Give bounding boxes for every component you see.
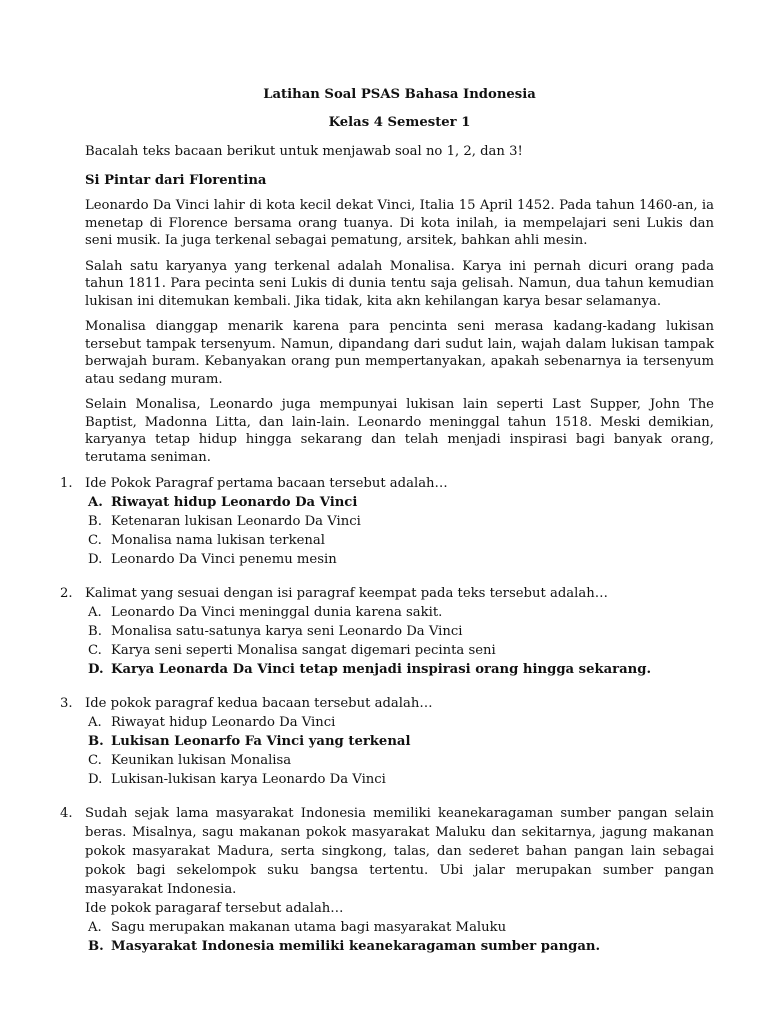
story-title: Si Pintar dari Florentina [85, 172, 267, 188]
option-b [85, 937, 714, 956]
option-list [85, 713, 714, 789]
option-text: Keunikan lukisan Monalisa [111, 753, 292, 768]
option-text: Karya Leonarda Da Vinci tetap menjadi inspirasi orang hingga sekarang. [111, 662, 652, 677]
option-letter: D. [88, 552, 103, 567]
option-letter: B. [88, 514, 102, 529]
question-3 [60, 694, 714, 789]
option-text: Lukisan Leonarfo Fa Vinci yang terkenal [111, 734, 411, 749]
option-letter: A. [88, 715, 102, 730]
question-text: Ide Pokok Paragraf pertama bacaan tersebut adalah… [85, 476, 448, 491]
question-number: 2. [60, 586, 73, 601]
option-list [85, 918, 714, 956]
question-1 [60, 474, 714, 569]
question-4 [60, 804, 714, 956]
story-paragraph-4: Selain Monalisa, Leonardo juga mempunyai lukisan lain seperti Last Supper, John The Baptist, Madonna Litta, dan lain-lain. Leonardo meninggal tahun 1518. Meski demikian, karyanya tetap hidup hingga sekarang dan telah menjadi inspirasi bagi banyak orang, terutama seniman. [85, 397, 714, 465]
option-d [85, 770, 714, 789]
option-text: Karya seni seperti Monalisa sangat digemari pecinta seni [111, 643, 496, 658]
option-letter: B. [88, 624, 102, 639]
option-a [85, 603, 714, 622]
document-title: Latihan Soal PSAS Bahasa Indonesia [263, 87, 536, 102]
question-list [60, 474, 714, 956]
option-list [85, 603, 714, 679]
option-letter: C. [88, 643, 102, 658]
story-paragraph-1: Leonardo Da Vinci lahir di kota kecil dekat Vinci, Italia 15 April 1452. Pada tahun 1460-an, ia menetap di Florence bersama orang tuanya. Di kota inilah, ia mempelajari seni Lukis dan seni musik. Ia juga terkenal sebagai pematung, arsitek, bahkan ahli mesin. [85, 198, 714, 248]
option-d [85, 550, 714, 569]
option-b [85, 622, 714, 641]
question-prompt: Ide pokok paragaraf tersebut adalah… [85, 901, 344, 916]
option-d [85, 660, 714, 679]
reading-instruction: Bacalah teks bacaan berikut untuk menjawab soal no 1, 2, dan 3! [85, 144, 523, 159]
option-a [85, 493, 714, 512]
option-list [85, 493, 714, 569]
option-text: Leonardo Da Vinci penemu mesin [111, 552, 337, 567]
question-text: Ide pokok paragraf kedua bacaan tersebut adalah… [85, 696, 433, 711]
option-text: Masyarakat Indonesia memiliki keanekaragaman sumber pangan. [111, 939, 601, 954]
option-a [85, 713, 714, 732]
option-c [85, 531, 714, 550]
option-text: Monalisa satu-satunya karya seni Leonardo Da Vinci [111, 624, 463, 639]
option-letter: B. [88, 734, 104, 749]
option-text: Monalisa nama lukisan terkenal [111, 533, 325, 548]
option-letter: A. [88, 495, 103, 510]
story-paragraph-2: Salah satu karyanya yang terkenal adalah Monalisa. Karya ini pernah dicuri orang pada tahun 1811. Para pecinta seni Lukis di dunia tentu saja gelisah. Namun, dua tahun kemudian lukisan ini ditemukan kembali. Jika tidak, kita akn kehilangan karya besar selamanya. [85, 258, 714, 309]
option-text: Riwayat hidup Leonardo Da Vinci [111, 715, 336, 730]
question-number: 3. [60, 696, 73, 711]
option-letter: D. [88, 772, 103, 787]
option-text: Ketenaran lukisan Leonardo Da Vinci [111, 514, 361, 529]
option-letter: C. [88, 753, 102, 768]
option-letter: B. [88, 939, 104, 954]
option-text: Riwayat hidup Leonardo Da Vinci [111, 495, 358, 510]
option-c [85, 641, 714, 660]
question-2 [60, 584, 714, 679]
question-number: 1. [60, 476, 73, 491]
option-b [85, 732, 714, 751]
question-text: Sudah sejak lama masyarakat Indonesia memiliki keanekaragaman sumber pangan selain beras. Misalnya, sagu makanan pokok masyarakat Maluku dan sekitarnya, jagung makanan pokok masyarakat Madura, serta singkong, talas, dan sederet bahan pangan lain sebagai pokok bagi sekelompok suku bangsa tertentu. Ubi jalar merupakan sumber pangan masyarakat Indonesia. [85, 806, 714, 897]
story-paragraph-3: Monalisa dianggap menarik karena para pencinta seni merasa kadang-kadang lukisan tersebut tampak tersenyum. Namun, dipandang dari sudut lain, wajah dalam lukisan tampak berwajah buram. Kebanyakan orang pun mempertanyakan, apakah sebenarnya ia tersenyum atau sedang muram. [85, 319, 714, 387]
option-text: Sagu merupakan makanan utama bagi masyarakat Maluku [111, 920, 507, 935]
option-c [85, 751, 714, 770]
option-letter: A. [88, 920, 102, 935]
question-number: 4. [60, 806, 73, 821]
option-text: Leonardo Da Vinci meninggal dunia karena sakit. [111, 605, 443, 620]
option-text: Lukisan-lukisan karya Leonardo Da Vinci [111, 772, 386, 787]
question-text: Kalimat yang sesuai dengan isi paragraf keempat pada teks tersebut adalah… [85, 586, 608, 601]
option-b [85, 512, 714, 531]
option-letter: D. [88, 662, 104, 677]
document-subtitle: Kelas 4 Semester 1 [328, 115, 471, 130]
option-a [85, 918, 714, 937]
option-letter: A. [88, 605, 102, 620]
option-letter: C. [88, 533, 102, 548]
